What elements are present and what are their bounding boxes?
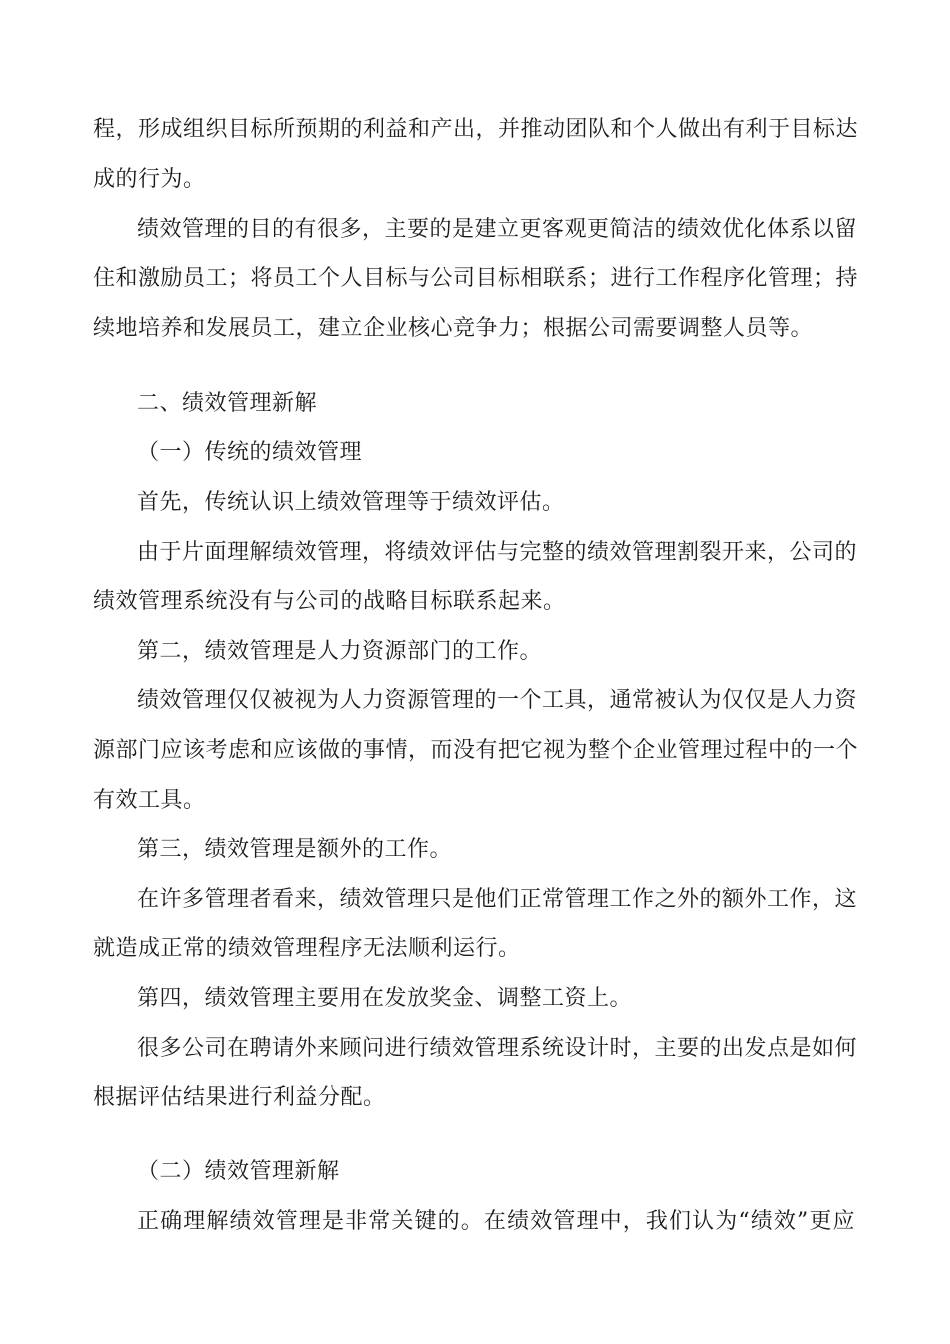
paragraph-line: 第四，绩效管理主要用在发放奖金、调整工资上。 [137, 986, 633, 1011]
paragraph-line: 绩效管理仅仅被视为人力资源管理的一个工具，通常被认为仅仅是人力资 [137, 688, 858, 713]
subsection-heading: （一）传统的绩效管理 [137, 440, 363, 465]
paragraph-line: 有效工具。 [93, 788, 206, 813]
paragraph-line: 住和激励员工；将员工个人目标与公司目标相联系；进行工作程序化管理；持 [93, 266, 859, 291]
paragraph-line: 就造成正常的绩效管理程序无法顺利运行。 [93, 936, 521, 961]
paragraph-line: 程，形成组织目标所预期的利益和产出，并推动团队和个人做出有利于目标达 [93, 117, 859, 142]
paragraph-line: 绩效管理的目的有很多，主要的是建立更客观更简洁的绩效优化体系以留 [137, 217, 858, 242]
paragraph-line: 成的行为。 [93, 167, 206, 192]
paragraph-line: 很多公司在聘请外来顾问进行绩效管理系统设计时，主要的出发点是如何 [137, 1036, 858, 1061]
subsection-heading: （二）绩效管理新解 [137, 1159, 340, 1184]
paragraph-line: 第三，绩效管理是额外的工作。 [137, 837, 453, 862]
paragraph-line: 第二，绩效管理是人力资源部门的工作。 [137, 639, 543, 664]
paragraph-line: 首先，传统认识上绩效管理等于绩效评估。 [137, 490, 565, 515]
paragraph-line: 在许多管理者看来，绩效管理只是他们正常管理工作之外的额外工作，这 [137, 887, 858, 912]
paragraph-line: 绩效管理系统没有与公司的战略目标联系起来。 [93, 589, 566, 614]
paragraph-line: 由于片面理解绩效管理，将绩效评估与完整的绩效管理割裂开来，公司的 [137, 540, 858, 565]
section-heading: 二、绩效管理新解 [137, 391, 318, 416]
paragraph-line: 源部门应该考虑和应该做的事情，而没有把它视为整个企业管理过程中的一个 [93, 738, 859, 763]
paragraph-line: 续地培养和发展员工，建立企业核心竞争力；根据公司需要调整人员等。 [93, 316, 814, 341]
paragraph-line: 根据评估结果进行利益分配。 [93, 1085, 386, 1110]
paragraph-line: 正确理解绩效管理是非常关键的。在绩效管理中，我们认为“绩效”更应 [137, 1209, 855, 1234]
